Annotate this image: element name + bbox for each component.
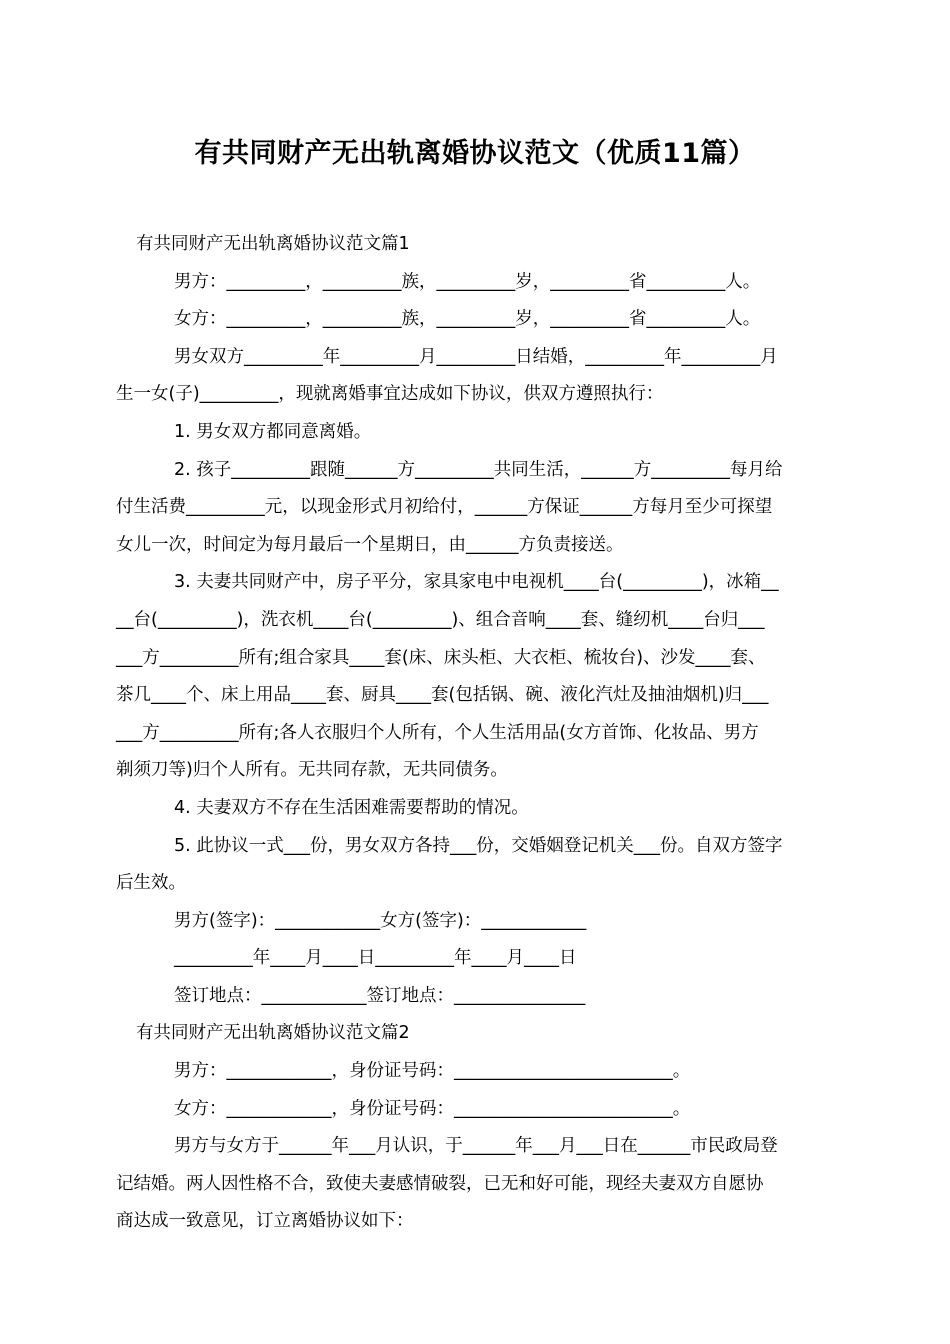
document-body (116, 226, 836, 1241)
paragraph-line: 3. 夫妻共同财产中，房子平分，家具家电中电视机____台(_________)，冰箱__ (174, 572, 779, 593)
paragraph-line: 4. 夫妻双方不存在生活困难需要帮助的情况。 (174, 797, 529, 818)
section-heading: 有共同财产无出轨离婚协议范文篇1 (136, 234, 410, 254)
paragraph-line: 女方：_________，_________族，_________岁，_________省_________人。 (174, 309, 761, 330)
section-heading: 有共同财产无出轨离婚协议范文篇2 (136, 1023, 410, 1044)
page-title: 有共同财产无出轨离婚协议范文（优质11篇） (194, 138, 756, 169)
paragraph-line: 女方：____________，身份证号码：_________________________。 (174, 1098, 691, 1119)
paragraph-line: 签订地点：____________签订地点：_______________ (174, 985, 586, 1006)
paragraph-line: 记结婚。两人因性格不合，致使夫妻感情破裂，已无和好可能，现经夫妻双方自愿协 (116, 1173, 764, 1194)
paragraph-line: 男女双方_________年_________月_________日结婚，_________年_________月 (174, 346, 778, 367)
paragraph-line: ___方_________所有;各人衣服归个人所有，个人生活用品(女方首饰、化妆品、男方 (116, 722, 759, 743)
paragraph-line: 茶几____个、床上用品____套、厨具____套(包括锅、碗、液化汽灶及抽油烟机)归___ (116, 685, 769, 706)
paragraph-line: 男方与女方于______年___月认识，于______年___月___日在______市民政局登 (174, 1136, 778, 1157)
paragraph-line: ___方_________所有;组合家具____套(床、床头柜、大衣柜、梳妆台)、沙发____套、 (116, 647, 766, 668)
paragraph-line: _________年____月____日_________年____月____日 (174, 948, 577, 969)
paragraph-line: 男方(签字)：____________女方(签字)：____________ (174, 910, 587, 931)
paragraph-line: 2. 孩子_________跟随______方_________共同生活，______方_________每月给 (174, 459, 783, 480)
paragraph-line: 付生活费_________元，以现金形式月初给付，______方保证______方每月至少可探望 (116, 497, 773, 518)
paragraph-line: __台(_________)，洗衣机____台(_________)、组合音响____套、缝纫机____台归___ (116, 609, 765, 630)
paragraph-line: 剃须刀等)归个人所有。无共同存款，无共同债务。 (116, 760, 508, 781)
paragraph-line: 男方：_________，_________族，_________岁，_________省_________人。 (174, 271, 761, 292)
paragraph-line: 商达成一致意见，订立离婚协议如下： (116, 1211, 414, 1232)
paragraph-line: 后生效。 (116, 873, 186, 894)
paragraph-line: 男方：____________，身份证号码：_________________________。 (174, 1061, 691, 1082)
paragraph-line: 1. 男女双方都同意离婚。 (174, 421, 372, 442)
paragraph-line: 5. 此协议一式___份，男女双方各持___份，交婚姻登记机关___份。自双方签字 (174, 835, 783, 856)
paragraph-line: 生一女(子)_________，现就离婚事宜达成如下协议，供双方遵照执行： (116, 384, 664, 405)
paragraph-line: 女儿一次，时间定为每月最后一个星期日，由______方负责接送。 (116, 534, 624, 555)
